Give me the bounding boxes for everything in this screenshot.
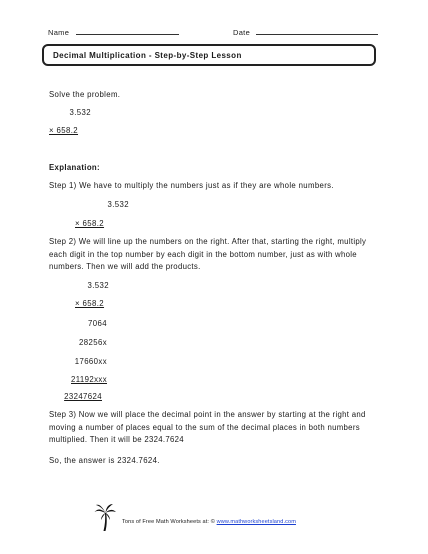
step1-top-number: 3.532 [107, 200, 129, 209]
date-label: Date [233, 28, 251, 37]
footer-text: Tons of Free Math Worksheets at: © [122, 519, 215, 525]
partial-product-2: 28256x [79, 338, 107, 347]
name-line [76, 27, 179, 35]
partial-product-1: 7064 [88, 319, 107, 328]
step2-text: Step 2) We will line up the numbers on the right. After that, starting the right, multiply each digit in the top number by each digit in the bottom number, just as with whole numbers. Then we will add the products. [49, 237, 367, 272]
date-line [256, 27, 378, 35]
problem-instruction: Solve the problem. [49, 90, 121, 99]
page-title: Decimal Multiplication - Step-by-Step Lesson [53, 51, 242, 60]
footer [122, 519, 296, 525]
step2-bottom-number: × 658.2 [75, 299, 105, 308]
problem-bottom-number: × 658.2 [49, 126, 79, 135]
date-field [233, 27, 378, 37]
name-field [48, 27, 179, 37]
explanation-heading: Explanation: [49, 163, 100, 172]
step1-text: Step 1) We have to multiply the numbers just as if they are whole numbers. [49, 181, 334, 190]
problem-top-number: 3.532 [69, 108, 91, 117]
title-box [42, 44, 376, 66]
step1-bottom-number: × 658.2 [75, 219, 105, 228]
step2-top-number: 3.532 [87, 281, 109, 290]
palm-tree-icon [94, 503, 116, 531]
partial-product-4: 21192xxx [71, 375, 107, 384]
name-label: Name [48, 28, 70, 37]
final-answer: So, the answer is 2324.7624. [49, 456, 160, 465]
product-sum: 23247624 [64, 392, 102, 401]
step3-text: Step 3) Now we will place the decimal point in the answer by starting at the right and moving a number of places equal to the sum of the decimal places in both numbers multiplied. Then it will be 2324.7624 [49, 410, 366, 445]
footer-link[interactable]: www.mathworksheetsland.com [216, 519, 296, 525]
partial-product-3: 17660xx [74, 357, 107, 366]
